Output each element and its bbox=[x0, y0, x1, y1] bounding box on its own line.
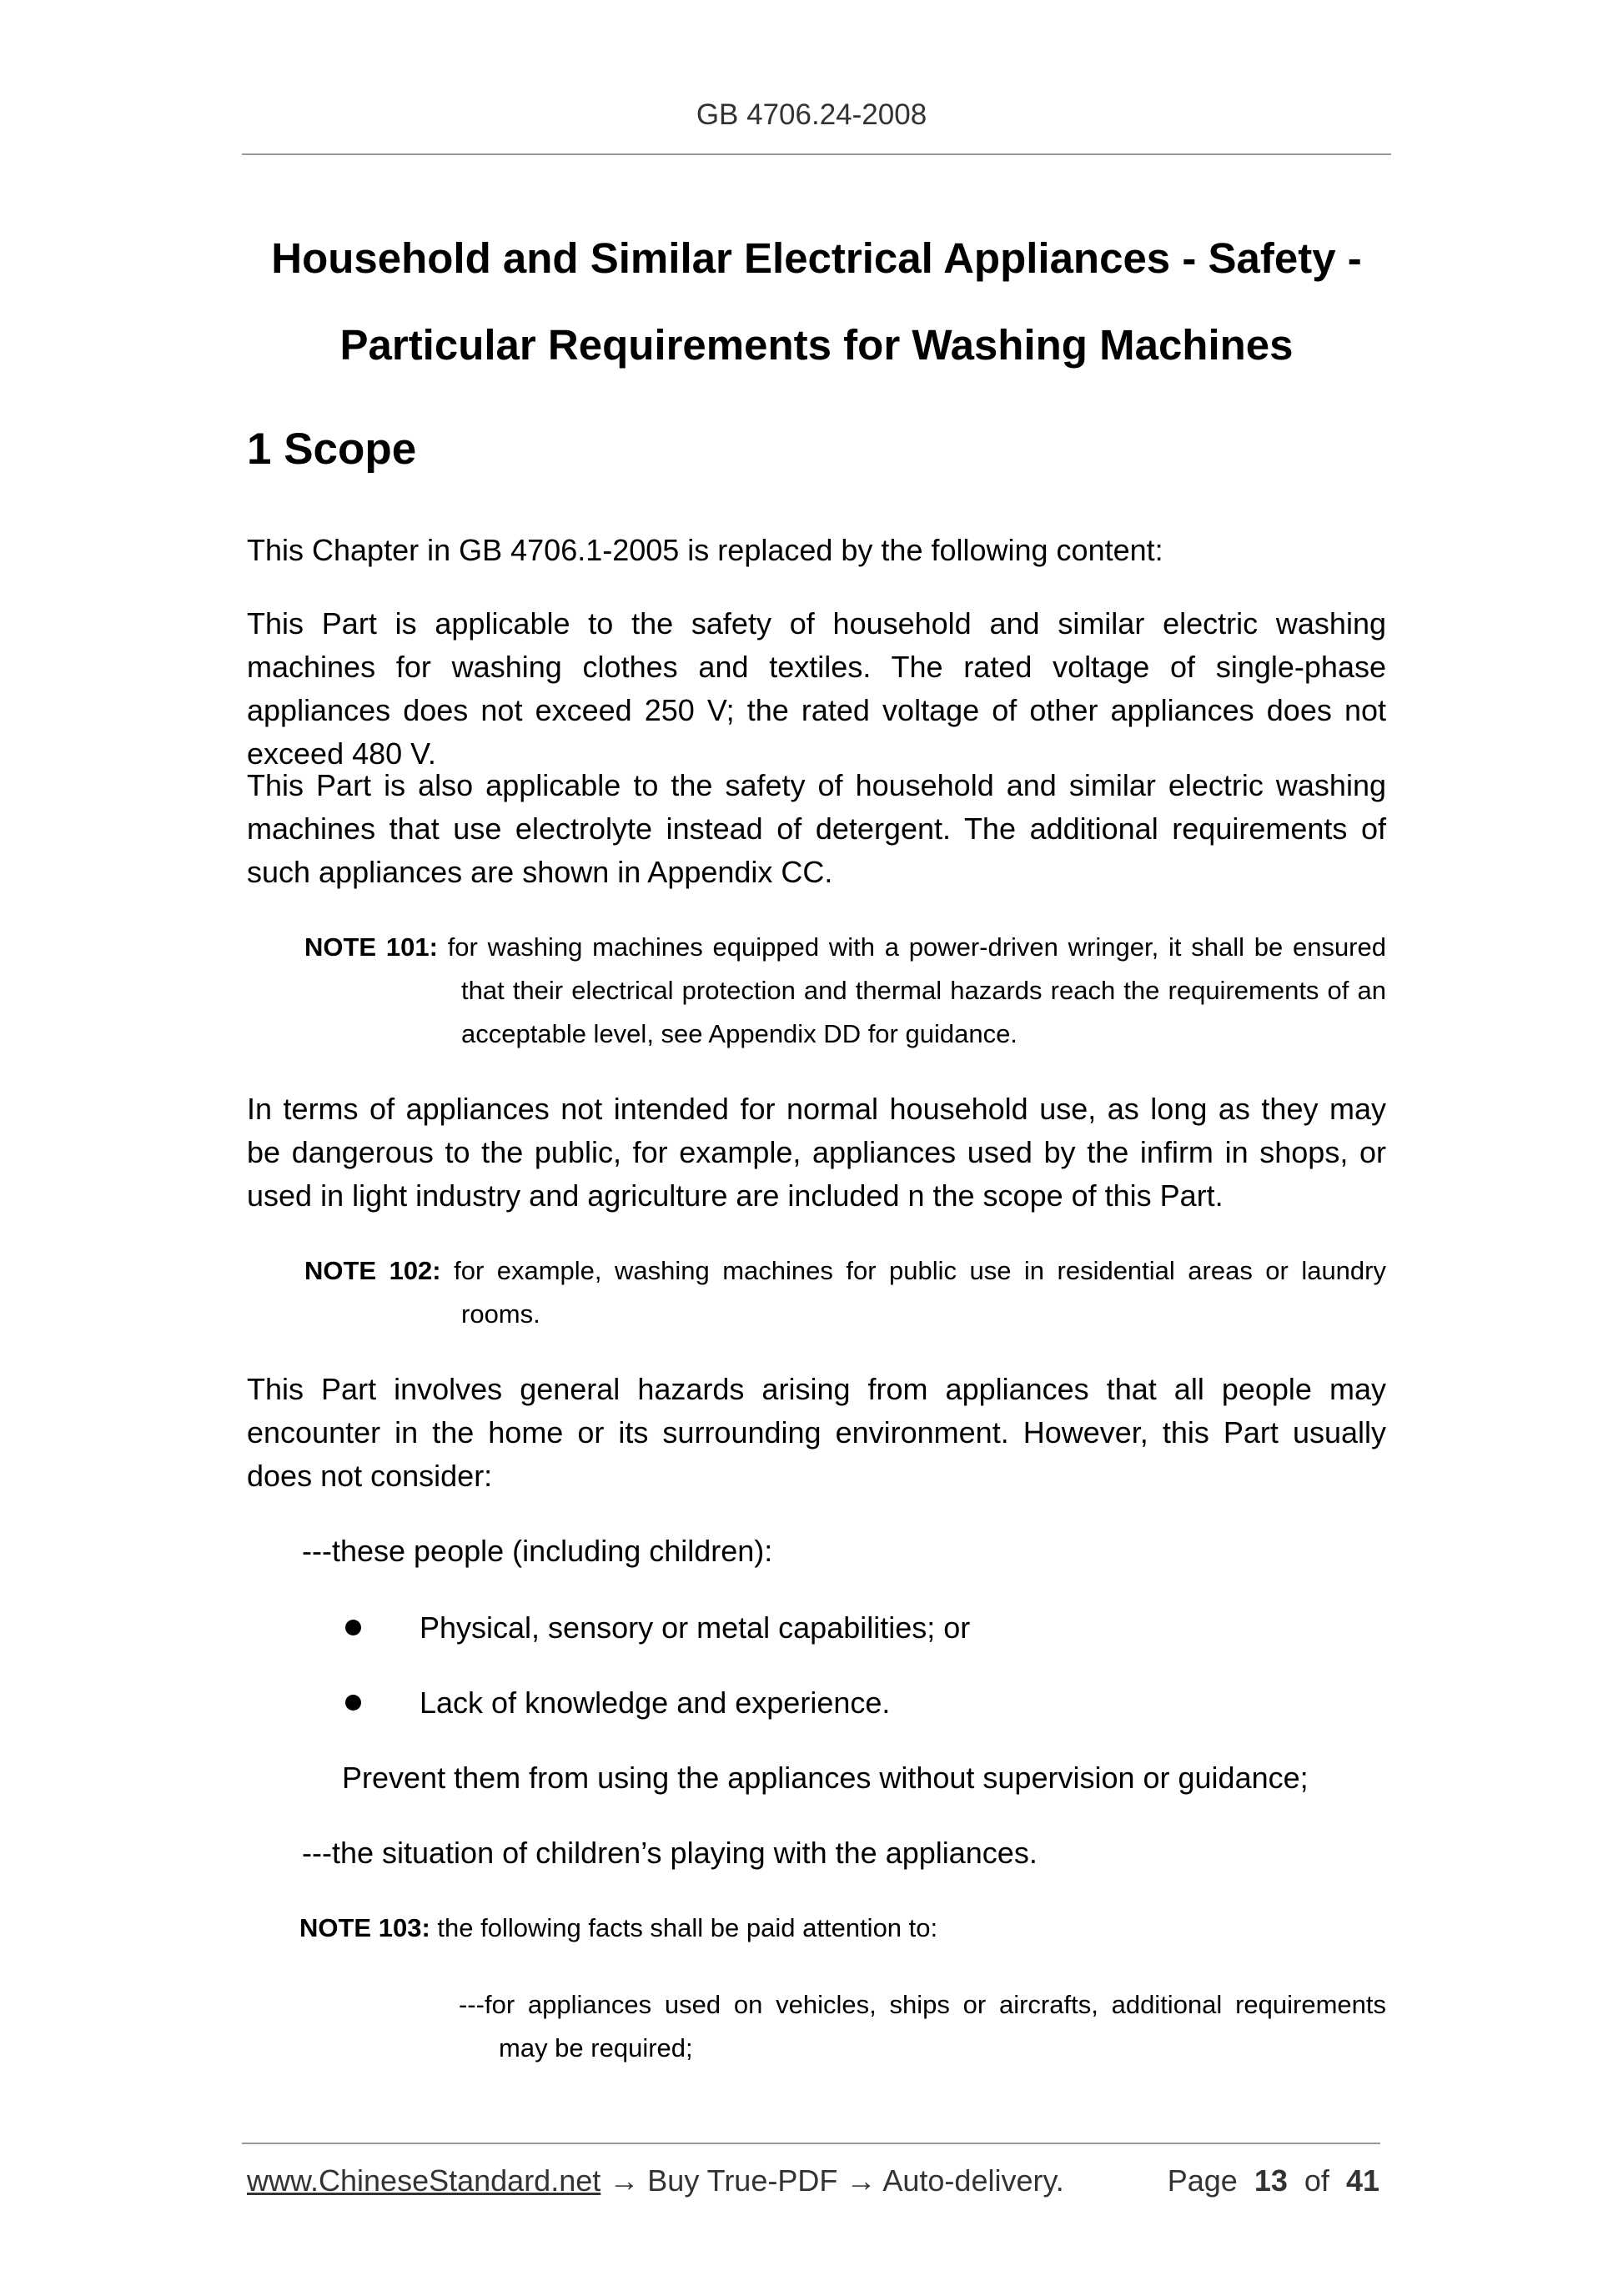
note-103 bbox=[299, 1907, 1384, 1950]
footer-buy-text: Buy True-PDF bbox=[647, 2163, 838, 2198]
footer-page-word: Page bbox=[1167, 2163, 1238, 2198]
header-rule bbox=[242, 153, 1391, 155]
arrow-right-icon: → bbox=[609, 2163, 640, 2198]
bullet-text-knowledge: Lack of knowledge and experience. bbox=[420, 1686, 891, 1720]
note-103-label: NOTE 103: bbox=[299, 1913, 430, 1942]
footer-of-word: of bbox=[1304, 2163, 1329, 2198]
footer-page-indicator bbox=[1168, 2163, 1379, 2198]
footer-rule bbox=[242, 2143, 1380, 2144]
prevent-line: Prevent them from using the appliances without supervision or guidance; bbox=[342, 1761, 1309, 1795]
footer bbox=[247, 2163, 1379, 2198]
header-standard-code: GB 4706.24-2008 bbox=[696, 98, 927, 131]
note-101 bbox=[304, 926, 1386, 1056]
dash-item-children: ---the situation of children’s playing with the appliances. bbox=[302, 1836, 1038, 1870]
bullet-item-capabilities bbox=[345, 1606, 970, 1650]
footer-website-link[interactable]: www.ChineseStandard.net bbox=[247, 2163, 601, 2198]
bullet-dot-icon bbox=[345, 1620, 361, 1635]
bullet-dot-icon bbox=[345, 1695, 361, 1711]
paragraph-4: In terms of appliances not intended for normal household use, as long as they may be dangerous to the public, for example, appliances used by the infirm in shops, or used in light industry and agriculture are included n the scope of this Part. bbox=[247, 1092, 1386, 1213]
arrow-right-icon: → bbox=[846, 2163, 877, 2198]
footer-page-total: 41 bbox=[1345, 2163, 1379, 2198]
paragraph-5: This Part involves general hazards arising from appliances that all people may encounter in the home or its surrounding environment. However, this Part usually does not consider: bbox=[247, 1372, 1386, 1493]
footer-delivery-text: Auto-delivery. bbox=[882, 2163, 1064, 2198]
dash-item-people: ---these people (including children): bbox=[302, 1534, 773, 1568]
note-103-item-1: ---for appliances used on vehicles, ships or aircrafts, additional requirements may be required; bbox=[459, 1990, 1386, 2062]
note-101-label: NOTE 101: bbox=[304, 932, 438, 962]
note-102 bbox=[304, 1249, 1386, 1336]
document-title bbox=[217, 215, 1416, 389]
bullet-text-capabilities: Physical, sensory or metal capabilities; or bbox=[420, 1610, 971, 1645]
paragraph-3: This Part is also applicable to the safety of household and similar electric washing machines that use electrolyte instead of detergent. The additional requirements of such appliances are shown in Appendix CC. bbox=[247, 768, 1386, 889]
paragraph-2: This Part is applicable to the safety of household and similar electric washing machines for washing clothes and textiles. The rated voltage of single-phase appliances does not exceed 250 V; the rated voltage of other appliances does not exceed 480 V. bbox=[247, 606, 1386, 771]
title-line-1: Household and Similar Electrical Appliances - Safety - bbox=[271, 234, 1362, 282]
note-101-text: for washing machines equipped with a power-driven wringer, it shall be ensured that their electrical protection and thermal hazards reach the requirements of an acceptable level, see Appendix DD for guidance. bbox=[447, 932, 1386, 1048]
note-102-text: for example, washing machines for public use in residential areas or laundry rooms. bbox=[454, 1256, 1386, 1329]
note-103-text: the following facts shall be paid attention to: bbox=[437, 1913, 938, 1942]
title-line-2: Particular Requirements for Washing Machines bbox=[339, 321, 1294, 369]
note-102-label: NOTE 102: bbox=[304, 1256, 441, 1285]
section-heading-scope: 1 Scope bbox=[247, 425, 417, 474]
bullet-item-knowledge bbox=[345, 1681, 890, 1725]
footer-page-number: 13 bbox=[1254, 2163, 1288, 2198]
paragraph-1: This Chapter in GB 4706.1-2005 is replaced by the following content: bbox=[247, 533, 1163, 567]
